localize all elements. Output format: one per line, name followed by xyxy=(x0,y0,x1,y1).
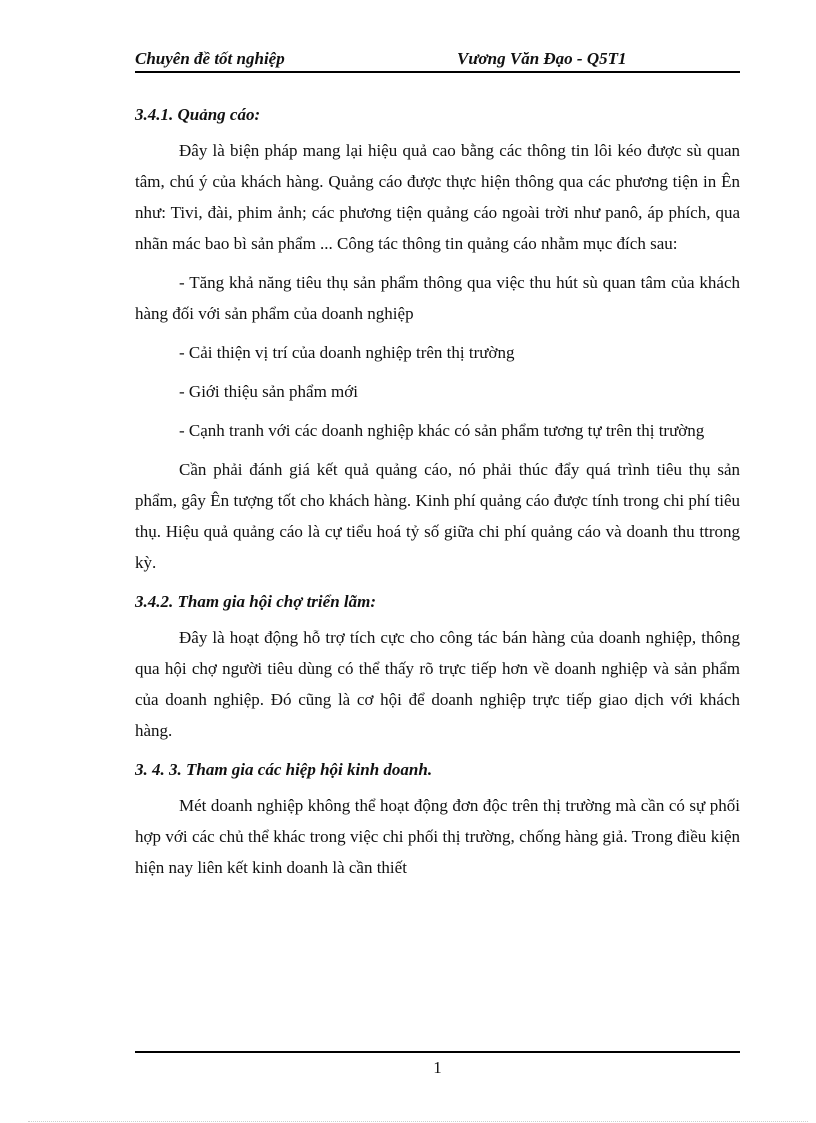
running-header xyxy=(135,47,740,71)
paragraph: Đây là hoạt động hỗ trợ tích cực cho công tác bán hàng của doanh nghiệp, thông qua hội chợ người tiêu dùng có thể thấy rõ trực tiếp hơn về doanh nghiệp và sản phẩm của doanh nghiệp. Đó cũng là cơ hội để doanh nghiệp trực tiếp giao dịch với khách hàng. xyxy=(135,628,740,740)
footer-rule xyxy=(135,1051,740,1053)
header-rule xyxy=(135,71,740,73)
header-author: Vương Văn Đạo - Q5T1 xyxy=(457,49,627,68)
list-item: - Cải thiện vị trí của doanh nghiệp trên thị trường xyxy=(179,343,515,362)
paragraph: Mét doanh nghiệp không thể hoạt động đơn độc trên thị trường mà cần có sự phối hợp với các chủ thể khác trong việc chi phối thị trường, chống hàng giả. Trong điều kiện hiện nay liên kết kinh doanh là cần thiết xyxy=(135,796,740,877)
list-item: - Giới thiệu sản phẩm mới xyxy=(179,382,358,401)
paragraph: Đây là biện pháp mang lại hiệu quả cao bằng các thông tin lôi kéo được sù quan tâm, chú ý của khách hàng. Quảng cáo được thực hiện thông qua các phương tiện in Ên như: Tivi, đài, phim ảnh; các phương tiện quảng cáo ngoài trời như panô, áp phích, qua nhãn mác bao bì sản phẩm ... Công tác thông tin quảng cáo nhằm mục đích sau: xyxy=(135,141,740,253)
document-body xyxy=(135,99,740,893)
list-item: - Cạnh tranh với các doanh nghiệp khác có sản phẩm tương tự trên thị trường xyxy=(179,421,705,440)
list-item: - Tăng khả năng tiêu thụ sản phẩm thông qua việc thu hút sù quan tâm của khách hàng đối với sản phẩm của doanh nghiệp xyxy=(135,273,740,323)
section-heading: 3.4.1. Quảng cáo: xyxy=(135,105,261,124)
page-edge-divider xyxy=(28,1121,808,1122)
paragraph: Cần phải đánh giá kết quả quảng cáo, nó phải thúc đẩy quá trình tiêu thụ sản phẩm, gây Ên tượng tốt cho khách hàng. Kinh phí quảng cáo được tính trong chi phí tiêu thụ. Hiệu quả quảng cáo là cự tiểu hoá tỷ số giữa chi phí quảng cáo và doanh thu ttrong kỳ. xyxy=(135,460,740,572)
section-heading: 3.4.2. Tham gia hội chợ triển lãm: xyxy=(135,592,377,611)
section-heading: 3. 4. 3. Tham gia các hiệp hội kinh doanh. xyxy=(135,760,433,779)
page-number: 1 xyxy=(433,1058,442,1077)
header-title: Chuyên đề tốt nghiệp xyxy=(135,49,285,68)
